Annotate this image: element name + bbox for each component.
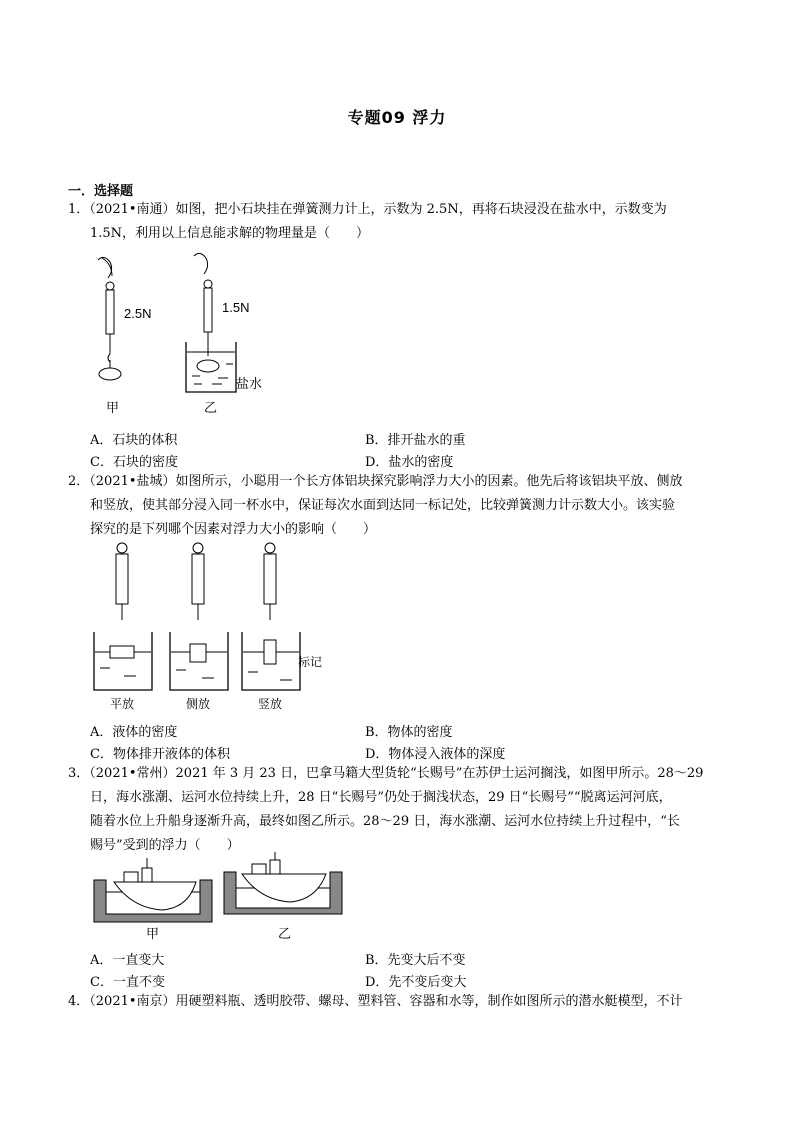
q3-option-a[interactable]: A．一直变大 <box>90 953 165 968</box>
ship-grounded <box>94 858 212 922</box>
label-mark: 标记 <box>298 655 323 669</box>
label-upright: 竖放 <box>258 697 283 711</box>
setup-flat <box>94 543 152 690</box>
question-3 <box>68 762 728 858</box>
figure-label-jia: 甲 <box>106 400 120 415</box>
question-3-line-1: 3．（2021•常州）2021 年 3 月 23 日，巴拿马籍大型货轮“长赐号”在苏伊士运河搁浅，如图甲所示。28～29 <box>68 766 704 781</box>
figure-label-jia: 甲 <box>146 926 160 940</box>
q2-option-b[interactable]: B．物体的密度 <box>365 725 453 740</box>
question-4-line-1: 4．（2021•南京）用硬塑料瓶、透明胶带、螺母、塑料管、容器和水等，制作如图所示的潜水艇模型，不计 <box>68 994 683 1009</box>
q3-option-b[interactable]: B．先变大后不变 <box>365 953 466 968</box>
setup-upright <box>242 543 300 690</box>
reading-1: 2.5N <box>124 306 152 321</box>
question-1-line-2: 1.5N，利用以上信息能求解的物理量是（ ） <box>90 226 370 241</box>
figure-block-orientations <box>90 540 330 715</box>
q2-option-d[interactable]: D．物体浸入液体的深度 <box>365 747 506 762</box>
label-side: 侧放 <box>186 697 211 711</box>
q1-option-a[interactable]: A．石块的体积 <box>90 433 178 448</box>
question-2-line-2: 和竖放，使其部分浸入同一杯水中，保证每次水面到达同一标记处，比较弹簧测力计示数大小。该实验 <box>90 498 676 513</box>
q3-option-d[interactable]: D．先不变后变大 <box>365 975 467 990</box>
question-1-line-1: 1．（2021•南通）如图，把小石块挂在弹簧测力计上，示数为 2.5N，再将石块浸没在盐水中，示数变为 <box>68 202 667 217</box>
section-heading: 一．选择题 <box>68 184 134 199</box>
q2-option-a[interactable]: A．液体的密度 <box>90 725 178 740</box>
q2-option-c[interactable]: C．物体排开液体的体积 <box>90 747 230 762</box>
figure-label-yi: 乙 <box>204 400 218 415</box>
question-3-line-3: 随着水位上升船身逐渐升高，最终如图乙所示。28～29 日，海水涨潮、运河水位持续上升过程中，“长 <box>90 814 680 829</box>
figure-ship-canal <box>92 852 344 940</box>
label-flat: 平放 <box>110 697 135 711</box>
question-1 <box>68 198 728 246</box>
q1-option-d[interactable]: D．盐水的密度 <box>365 455 454 470</box>
setup-side <box>170 543 228 690</box>
question-2-line-1: 2．（2021•盐城）如图所示，小聪用一个长方体铝块探究影响浮力大小的因素。他先后将该铝块平放、侧放 <box>68 474 683 489</box>
figure-label-yi: 乙 <box>278 926 292 940</box>
question-2 <box>68 470 728 542</box>
scale-in-water <box>186 253 236 392</box>
scale-in-air <box>98 257 121 380</box>
water-label: 盐水 <box>236 376 263 391</box>
q3-option-c[interactable]: C．一直不变 <box>90 975 165 990</box>
question-3-line-4: 赐号”受到的浮力（ ） <box>90 838 240 853</box>
page-title: 专题09 浮力 <box>347 108 447 127</box>
q1-option-c[interactable]: C．石块的密度 <box>90 455 178 470</box>
ship-afloat <box>224 852 342 914</box>
question-3-line-2: 日，海水涨潮、运河水位持续上升，28 日“长赐号”仍处于搁浅状态，29 日“长赐号”“脱离运河河底， <box>90 790 672 805</box>
question-2-line-3: 探究的是下列哪个因素对浮力大小的影响（ ） <box>90 522 377 537</box>
q1-option-b[interactable]: B．排开盐水的重 <box>365 433 466 448</box>
reading-2: 1.5N <box>222 300 250 315</box>
figure-spring-scale-stone <box>90 252 280 420</box>
question-4 <box>68 990 728 1014</box>
